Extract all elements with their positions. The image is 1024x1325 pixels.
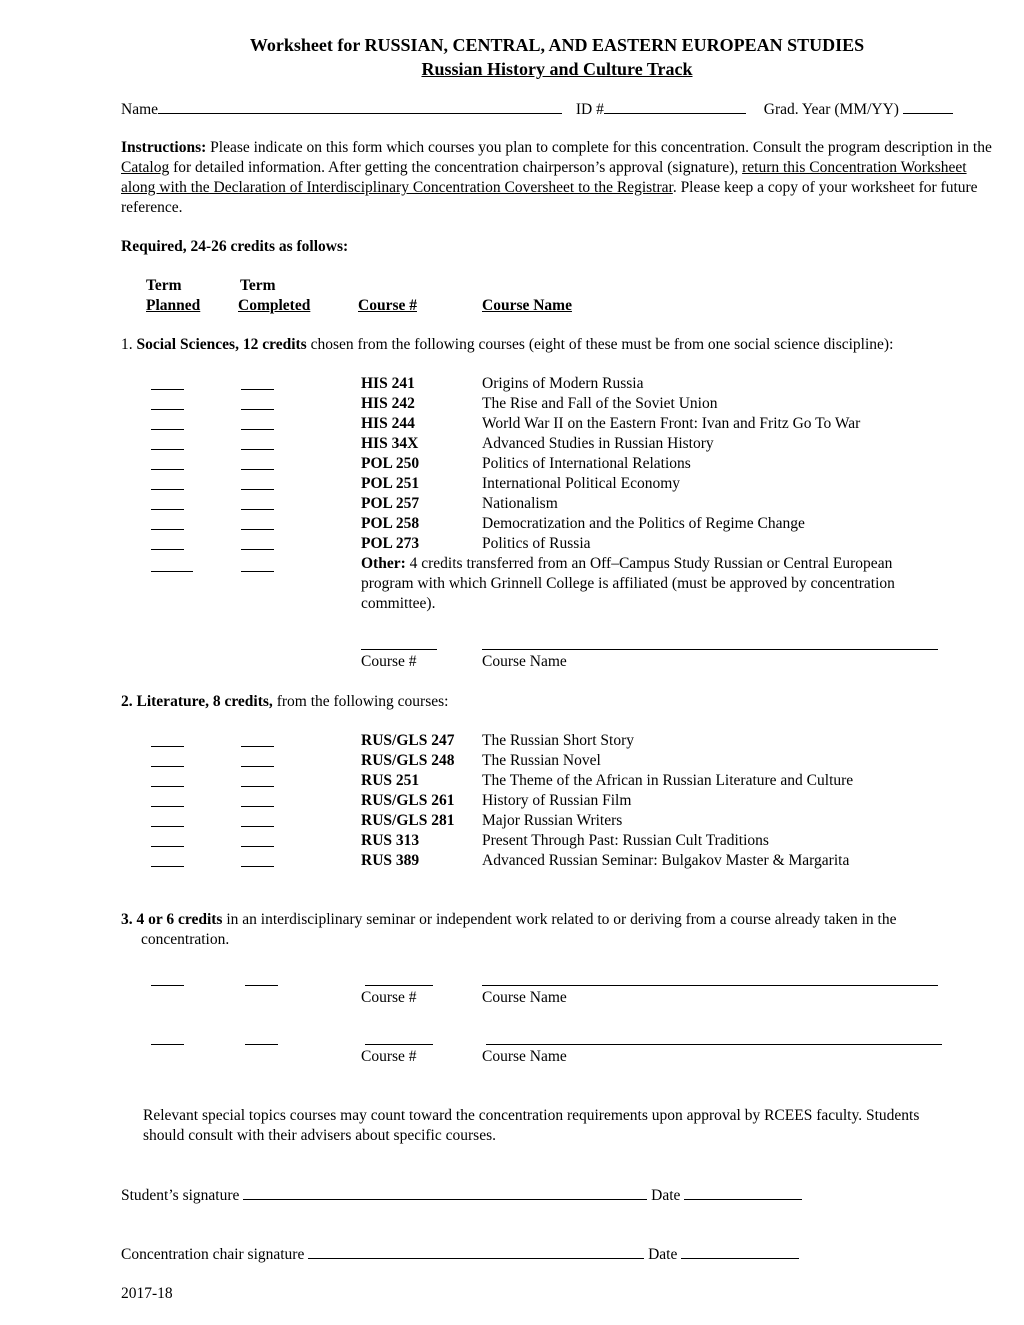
name-field[interactable] xyxy=(158,99,562,114)
other-label: Other: xyxy=(361,555,406,572)
name-label: Name xyxy=(121,101,159,118)
course-code: RUS/GLS 247 xyxy=(361,732,455,749)
course-name: International Political Economy xyxy=(482,475,681,492)
term-completed-blank[interactable] xyxy=(241,469,274,470)
term-planned-blank[interactable] xyxy=(151,826,184,827)
col-term-completed-top: Term xyxy=(240,277,276,294)
term-planned-blank[interactable] xyxy=(151,786,184,787)
course-code: HIS 34X xyxy=(361,435,419,452)
seminar1-planned-blank[interactable] xyxy=(151,985,184,986)
other-course-name-field[interactable] xyxy=(482,649,938,650)
seminar1-course-name-label: Course Name xyxy=(482,989,567,1006)
term-completed-blank[interactable] xyxy=(241,529,274,530)
footer-year: 2017-18 xyxy=(121,1285,173,1302)
chair-date-label: Date xyxy=(648,1246,678,1263)
section1-heading: 1. Social Sciences, 12 credits chosen from the following courses (eight of these must be from one social science discipline): xyxy=(121,336,894,353)
course-name: The Russian Short Story xyxy=(482,732,634,749)
term-completed-blank[interactable] xyxy=(241,429,274,430)
col-course-name: Course Name xyxy=(482,297,572,314)
course-code: HIS 244 xyxy=(361,415,415,432)
term-planned-blank[interactable] xyxy=(151,766,184,767)
term-planned-blank[interactable] xyxy=(151,469,184,470)
section3-number: 3. xyxy=(121,911,133,928)
term-planned-blank[interactable] xyxy=(151,409,184,410)
student-signature-label: Student’s signature xyxy=(121,1187,240,1204)
seminar1-course-name-field[interactable] xyxy=(482,985,938,986)
term-completed-blank[interactable] xyxy=(241,449,274,450)
special-topics-note: Relevant special topics courses may count toward the concentration requirements upon approval by RCEES faculty. Students should consult with their advisers about specific courses. xyxy=(143,1107,920,1144)
course-code: HIS 241 xyxy=(361,375,415,392)
term-completed-blank[interactable] xyxy=(241,509,274,510)
other-planned-blank[interactable] xyxy=(151,571,193,572)
course-code: POL 250 xyxy=(361,455,420,472)
catalog-link[interactable]: Catalog xyxy=(121,159,170,176)
student-date-label: Date xyxy=(651,1187,681,1204)
other-description: 4 credits transferred from an Off–Campus Study Russian or Central European program with which Grinnell College is affiliated (must be approved by concentration committee). xyxy=(361,555,895,612)
term-completed-blank[interactable] xyxy=(241,389,274,390)
id-label: ID # xyxy=(575,101,604,118)
student-info-row xyxy=(121,99,953,120)
course-code: POL 273 xyxy=(361,535,420,552)
term-planned-blank[interactable] xyxy=(151,529,184,530)
other-course-number-field[interactable] xyxy=(361,649,437,650)
term-completed-blank[interactable] xyxy=(241,786,274,787)
required-heading: Required, 24-26 credits as follows: xyxy=(121,238,349,255)
instructions-text-1: Please indicate on this form which courses you plan to complete for this concentration. Consult the program description in the xyxy=(206,139,992,156)
term-completed-blank[interactable] xyxy=(241,806,274,807)
seminar2-course-number-field[interactable] xyxy=(365,1044,433,1045)
student-signature-field[interactable] xyxy=(243,1185,647,1200)
term-planned-blank[interactable] xyxy=(151,846,184,847)
section2-title: Literature, 8 credits, xyxy=(136,693,273,710)
term-completed-blank[interactable] xyxy=(241,866,274,867)
chair-signature-label: Concentration chair signature xyxy=(121,1246,305,1263)
course-name: The Rise and Fall of the Soviet Union xyxy=(482,395,718,412)
course-name: Politics of Russia xyxy=(482,535,591,552)
course-name: Present Through Past: Russian Cult Traditions xyxy=(482,832,769,849)
term-planned-blank[interactable] xyxy=(151,429,184,430)
instructions xyxy=(121,138,1001,218)
course-code: HIS 242 xyxy=(361,395,415,412)
term-planned-blank[interactable] xyxy=(151,389,184,390)
course-code: POL 258 xyxy=(361,515,420,532)
course-name: World War II on the Eastern Front: Ivan and Fritz Go To War xyxy=(482,415,861,432)
section3-title: 4 or 6 credits xyxy=(136,911,223,928)
course-code: POL 257 xyxy=(361,495,420,512)
col-term-completed: Completed xyxy=(238,297,311,314)
col-course-number: Course # xyxy=(358,297,417,314)
term-planned-blank[interactable] xyxy=(151,746,184,747)
section1-number: 1 xyxy=(121,336,129,353)
page-subtitle: Russian History and Culture Track xyxy=(421,59,693,79)
seminar2-course-name-label: Course Name xyxy=(482,1048,567,1065)
term-completed-blank[interactable] xyxy=(241,826,274,827)
course-name: Advanced Studies in Russian History xyxy=(482,435,714,452)
instructions-text-2: for detailed information. After getting the concentration chairperson’s approval (signature), xyxy=(169,159,743,176)
student-date-field[interactable] xyxy=(684,1185,802,1200)
course-name: Origins of Modern Russia xyxy=(482,375,644,392)
seminar1-course-number-label: Course # xyxy=(361,989,417,1006)
course-code: POL 251 xyxy=(361,475,420,492)
course-name: The Theme of the African in Russian Literature and Culture xyxy=(482,772,854,789)
page-title: Worksheet for RUSSIAN, CENTRAL, AND EASTERN EUROPEAN STUDIES xyxy=(249,35,865,55)
term-planned-blank[interactable] xyxy=(151,449,184,450)
section3-description: in an interdisciplinary seminar or independent work related to or deriving from a course already taken in the concentration. xyxy=(141,911,897,948)
term-planned-blank[interactable] xyxy=(151,866,184,867)
seminar2-course-name-field[interactable] xyxy=(486,1044,942,1045)
grad-year-field[interactable] xyxy=(903,99,953,114)
course-name: Advanced Russian Seminar: Bulgakov Master & Margarita xyxy=(482,852,850,869)
return-instructions: return this Concentration Worksheet along with the Declaration of Interdisciplinary Concentration Coversheet to the Registrar xyxy=(121,159,967,196)
course-name: The Russian Novel xyxy=(482,752,601,769)
course-code: RUS 313 xyxy=(361,832,420,849)
section2-heading xyxy=(121,692,448,712)
chair-date-field[interactable] xyxy=(681,1244,799,1259)
seminar1-completed-blank[interactable] xyxy=(245,985,278,986)
grad-year-label: Grad. Year (MM/YY) xyxy=(763,101,899,118)
course-code: RUS/GLS 248 xyxy=(361,752,455,769)
term-completed-blank[interactable] xyxy=(241,746,274,747)
other-course-number-label: Course # xyxy=(361,653,417,670)
course-code: RUS/GLS 281 xyxy=(361,812,455,829)
term-planned-blank[interactable] xyxy=(151,806,184,807)
course-code: RUS 251 xyxy=(361,772,420,789)
term-completed-blank[interactable] xyxy=(241,766,274,767)
section1-title: Social Sciences, 12 credits xyxy=(136,336,307,353)
course-code: RUS 389 xyxy=(361,852,420,869)
section3-heading xyxy=(121,910,981,950)
seminar2-completed-blank[interactable] xyxy=(245,1044,278,1045)
course-code: RUS/GLS 261 xyxy=(361,792,455,809)
other-course-name-label: Course Name xyxy=(482,653,567,670)
term-completed-blank[interactable] xyxy=(241,846,274,847)
term-completed-blank[interactable] xyxy=(241,489,274,490)
seminar2-course-number-label: Course # xyxy=(361,1048,417,1065)
course-name: Major Russian Writers xyxy=(482,812,623,829)
chair-signature-field[interactable] xyxy=(308,1244,644,1259)
col-term-planned: Planned xyxy=(146,297,201,314)
seminar2-planned-blank[interactable] xyxy=(151,1044,184,1045)
course-name: Nationalism xyxy=(482,495,558,512)
course-name: Democratization and the Politics of Regime Change xyxy=(482,515,805,532)
section2-number: 2. xyxy=(121,693,133,710)
section2-description: from the following courses: xyxy=(272,693,449,710)
col-term-planned-top: Term xyxy=(146,277,182,294)
seminar1-course-number-field[interactable] xyxy=(365,985,433,986)
id-field[interactable] xyxy=(604,99,746,114)
section1-description: chosen from the following courses (eight of these must be from one social science discipline): xyxy=(306,336,894,353)
course-name: Politics of International Relations xyxy=(482,455,691,472)
term-completed-blank[interactable] xyxy=(241,549,274,550)
instructions-lead: Instructions: xyxy=(121,139,207,156)
other-completed-blank[interactable] xyxy=(241,571,274,572)
instructions-text-3: . Please keep a copy of your worksheet for future reference. xyxy=(121,179,978,216)
term-planned-blank[interactable] xyxy=(151,549,184,550)
term-planned-blank[interactable] xyxy=(151,489,184,490)
term-planned-blank[interactable] xyxy=(151,509,184,510)
student-signature-row xyxy=(121,1185,802,1206)
course-name: History of Russian Film xyxy=(482,792,632,809)
other-option xyxy=(361,554,941,614)
chair-signature-row xyxy=(121,1244,799,1265)
term-completed-blank[interactable] xyxy=(241,409,274,410)
